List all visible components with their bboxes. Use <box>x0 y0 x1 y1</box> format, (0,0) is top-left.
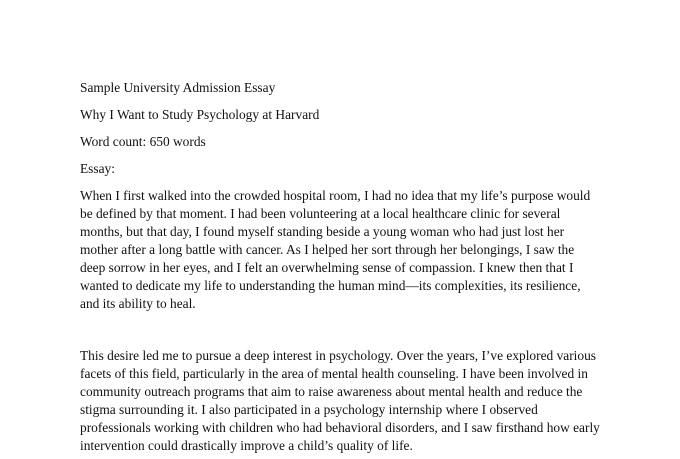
paragraph-1-line: deep sorrow in her eyes, and I felt an overwhelming sense of compassion. I knew then that I <box>80 260 574 275</box>
essay-title-line: Sample University Admission Essay <box>80 80 276 95</box>
paragraph-2-line: stigma surrounding it. I also participated in a psychology internship where I observed <box>80 402 538 417</box>
essay-paragraph-1 <box>80 187 600 313</box>
paragraph-2-line: community outreach programs that aim to raise awareness about mental health and reduce the <box>80 384 583 399</box>
paragraph-1-line: When I first walked into the crowded hospital room, I had no idea that my life’s purpose would <box>80 188 591 203</box>
paragraph-1-line: months, but that day, I found myself standing beside a young woman who had just lost her <box>80 224 565 239</box>
paragraph-1-line: mother after a long battle with cancer. As I helped her sort through her belongings, I saw the <box>80 242 575 257</box>
essay-label-line: Essay: <box>80 161 115 176</box>
word-count-line: Word count: 650 words <box>80 134 206 149</box>
paragraph-2-line: This desire led me to pursue a deep interest in psychology. Over the years, I’ve explored various <box>80 348 596 363</box>
paragraph-1-line: be defined by that moment. I had been volunteering at a local healthcare clinic for several <box>80 206 561 221</box>
paragraph-2-line: professionals working with children who had behavioral disorders, and I saw firsthand how early <box>80 420 600 435</box>
paragraph-2-line: intervention could drastically improve a child’s quality of life. <box>80 438 413 453</box>
paragraph-1-line: and its ability to heal. <box>80 296 196 311</box>
paragraph-2-line: facets of this field, particularly in the area of mental health counseling. I have been involved in <box>80 366 588 381</box>
essay-paragraph-2 <box>80 347 600 455</box>
paragraph-1-line: wanted to dedicate my life to understanding the human mind—its complexities, its resilience, <box>80 278 581 293</box>
essay-topic-line: Why I Want to Study Psychology at Harvard <box>80 107 320 122</box>
